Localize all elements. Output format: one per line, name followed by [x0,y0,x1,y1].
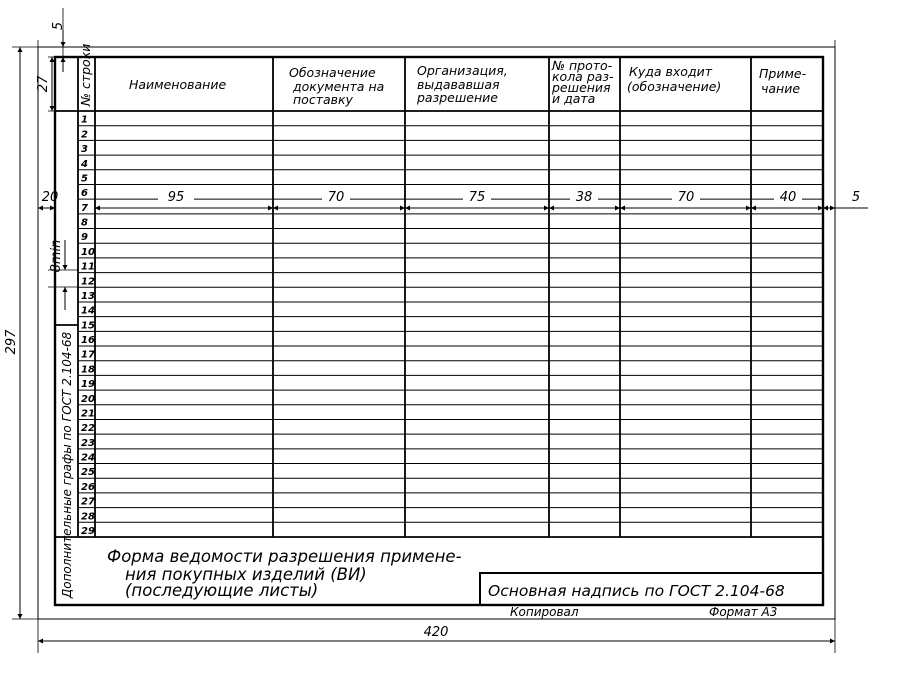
header-designation-3: поставку [293,92,353,107]
table-header [78,44,807,107]
column-width-labels [158,189,802,205]
row-number: 26 [81,481,95,493]
row-number: 6 [81,188,88,200]
row-number: 15 [81,320,95,332]
width-note: 40 [779,190,797,205]
dim-right-margin: 5 [851,190,861,205]
row-number: 7 [81,202,88,214]
row-number: 17 [81,349,95,361]
form-title-1: Форма ведомости разрешения примене- [107,547,462,566]
header-where-used-2: (обозначение) [627,79,722,94]
header-row-number: № строки [78,43,93,106]
footer-format: Формат А3 [709,605,778,619]
width-organization: 75 [468,190,486,205]
row-number: 3 [81,144,88,156]
header-organization-2: выдававшая [417,77,500,92]
row-number: 1 [81,114,88,126]
dim-row-height: 8min [49,239,64,273]
header-where-used-1: Куда входит [629,64,713,79]
width-protocol: 38 [575,190,593,205]
row-number: 20 [81,393,95,405]
row-lines [78,126,823,523]
row-number: 8 [81,217,88,229]
row-number: 14 [81,305,95,317]
row-number: 29 [81,526,95,537]
width-where-used: 70 [677,190,695,205]
row-number: 23 [81,437,95,449]
row-number: 5 [81,173,88,185]
additional-columns-label: Дополнительные графы по ГОСТ 2.104-68 [60,331,74,599]
form-title-2: ния покупных изделий (ВИ) [125,565,367,584]
row-number: 19 [81,379,95,391]
form-title-3: (последующие листы) [125,581,319,600]
dim-header-height: 27 [36,75,51,93]
dim-top-margin: 5 [51,21,66,31]
width-designation: 70 [327,190,345,205]
row-number: 13 [81,290,95,302]
title-block-text: Основная надпись по ГОСТ 2.104-68 [488,582,785,600]
row-number: 4 [81,158,88,170]
header-name: Наименование [129,77,227,92]
header-protocol-3: решения [552,80,611,95]
row-number: 24 [81,452,95,464]
header-protocol-2: кола раз- [552,69,614,84]
header-note-1: Приме- [759,66,807,81]
row-number: 27 [81,496,95,508]
header-protocol-1: № прото- [552,58,613,73]
header-designation-1: Обозначение [289,65,376,80]
dim-sheet-height: 297 [4,329,19,355]
row-number: 12 [81,276,95,288]
row-number: 21 [81,408,95,420]
row-numbers [80,115,95,537]
row-number: 18 [81,364,95,376]
table-borders [55,111,823,537]
header-designation-2: документа на [293,79,385,94]
dim-left-margin: 20 [41,190,59,205]
header-protocol-4: и дата [552,91,596,106]
row-number: 10 [81,246,95,258]
row-number: 25 [81,467,95,479]
header-organization-3: разрешение [417,90,498,105]
header-organization-1: Организация, [417,63,508,78]
row-number: 2 [81,129,88,141]
row-number: 22 [81,423,95,435]
dim-sheet-width: 420 [423,625,449,640]
row-number: 11 [81,261,95,273]
row-number: 16 [81,335,95,347]
width-name: 95 [167,190,185,205]
column-lines [78,57,751,537]
row-number: 9 [81,232,88,244]
footer-copied: Копировал [510,605,579,619]
row-number: 28 [81,511,95,523]
sheet-outline [38,47,835,619]
header-note-2: чание [761,81,801,96]
